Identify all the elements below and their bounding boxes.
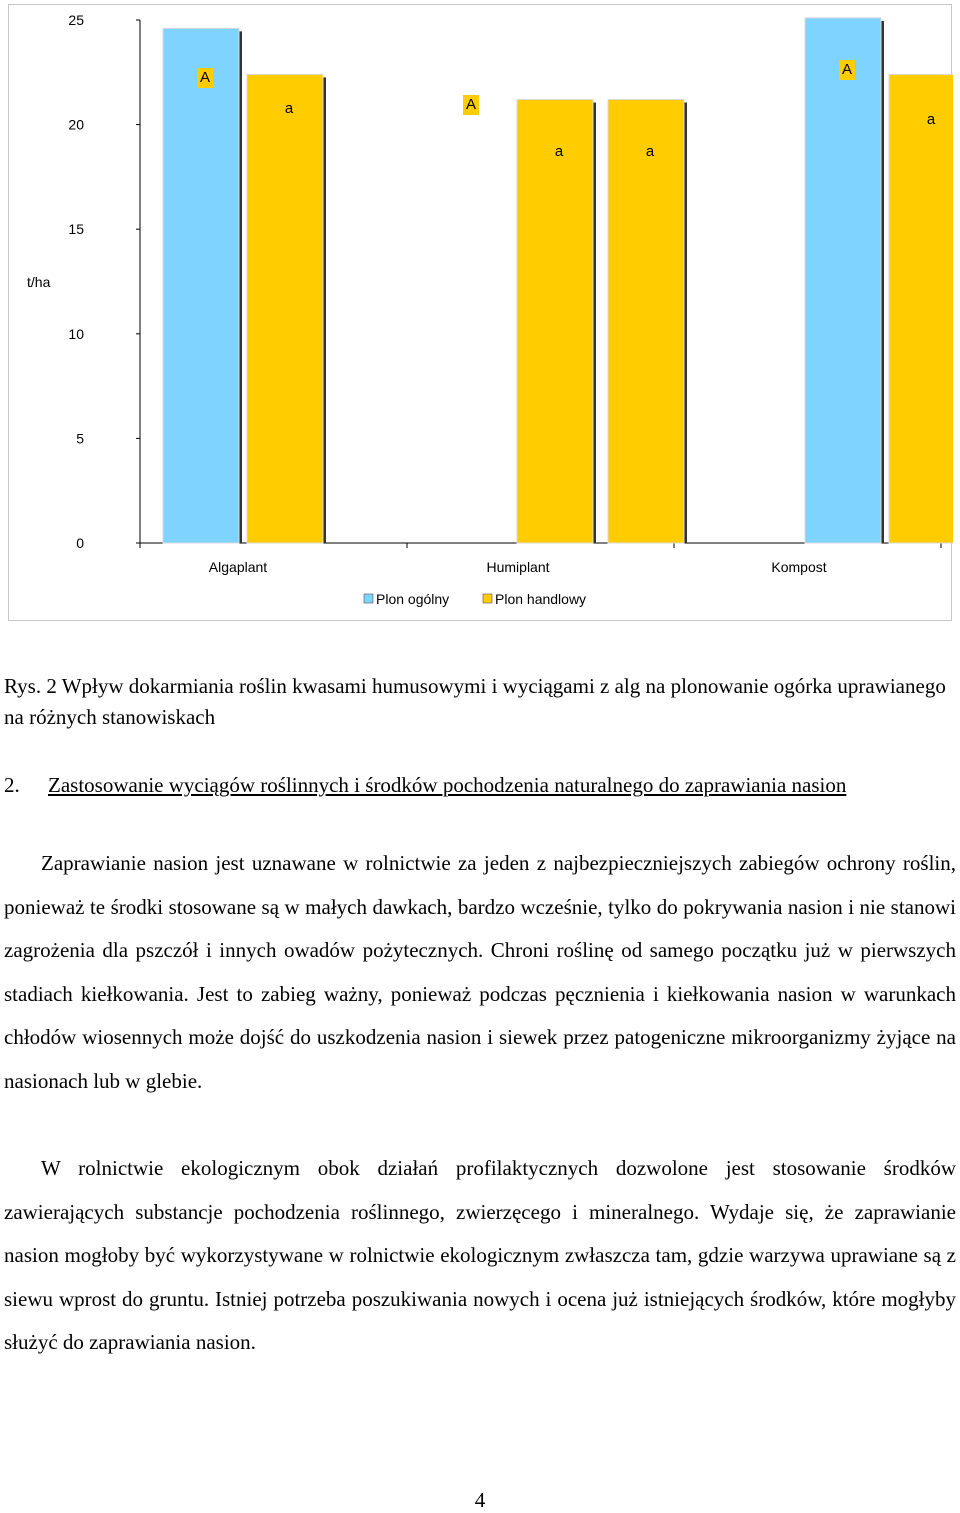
significance-letter: a xyxy=(554,143,564,160)
section-number: 2. xyxy=(4,773,20,797)
bar-plon-handlowy-humiplant xyxy=(517,99,593,543)
y-tick-label: 5 xyxy=(76,430,84,447)
y-tick-label: 0 xyxy=(76,535,84,551)
section-heading xyxy=(4,771,956,800)
significance-letter: a xyxy=(645,143,655,160)
x-category-label: Algaplant xyxy=(208,559,268,575)
y-tick-label: 20 xyxy=(68,116,84,133)
x-category-label: Kompost xyxy=(771,559,827,575)
bar-plon-handlowy-humiplant xyxy=(608,99,684,543)
significance-letter: A xyxy=(199,69,211,86)
legend-label: Plon ogólny xyxy=(376,591,450,607)
y-tick-label: 15 xyxy=(68,221,84,238)
figure-caption: Rys. 2 Wpływ dokarmiania roślin kwasami humusowymi i wyciągami z alg na plonowanie ogórka uprawianego na różnych stanowiskach xyxy=(4,674,946,729)
bar-plon-handlowy-kompost xyxy=(889,74,953,543)
page-number: 4 xyxy=(474,1488,486,1512)
x-category-label: Humiplant xyxy=(486,559,550,575)
y-axis-label: t/ha xyxy=(27,274,51,290)
y-tick-label: 25 xyxy=(68,12,84,28)
significance-letter: A xyxy=(841,61,853,78)
bar-plon-ogólny-kompost xyxy=(805,18,881,543)
significance-letter: a xyxy=(926,111,936,128)
chart-frame xyxy=(8,4,952,621)
legend-swatch xyxy=(364,594,373,603)
bar-plon-ogólny-algaplant xyxy=(163,28,239,543)
legend-swatch xyxy=(483,594,492,603)
bar-chart xyxy=(9,5,953,622)
y-tick-label: 10 xyxy=(68,325,84,342)
paragraph-2: W rolnictwie ekologicznym obok działań profilaktycznych dozwolone jest stosowanie środków zawierających substancje pochodzenia roślinnego, zwierzęcego i mineralnego. Wydaje się, że zaprawianie nasion mogłoby być wykorzystywane w rolnictwie ekologicznym zwłaszcza tam, gdzie warzywa uprawiane są z siewu wprost do gruntu. Istniej potrzeba poszukiwania nowych i ocena już istniejących środków, które mogłyby służyć do zaprawiania nasion. xyxy=(4,1156,956,1354)
legend-label: Plon handlowy xyxy=(495,591,587,607)
paragraph-1: Zaprawianie nasion jest uznawane w rolnictwie za jeden z najbezpieczniejszych zabiegów ochrony roślin, ponieważ te środki stosowane są w małych dawkach, bardzo wcześnie, tylko do pokrywania nasion i nie stanowi zagrożenia dla pszczół i innych owadów pożytecznych. Chroni roślinę od samego początku już w pierwszych stadiach kiełkowania. Jest to zabieg ważny, ponieważ podczas pęcznienia i kiełkowania nasion w warunkach chłodów wiosennych może dojść do uszkodzenia nasion i siewek przez patogeniczne mikroorganizmy żyjące na nasionach lub w glebie. xyxy=(4,851,956,1093)
bar-plon-handlowy-algaplant xyxy=(247,74,323,543)
significance-letter: a xyxy=(284,100,294,117)
significance-letter: A xyxy=(465,96,477,113)
section-title: Zastosowanie wyciągów roślinnych i środków pochodzenia naturalnego do zaprawiania nasion xyxy=(48,773,847,797)
